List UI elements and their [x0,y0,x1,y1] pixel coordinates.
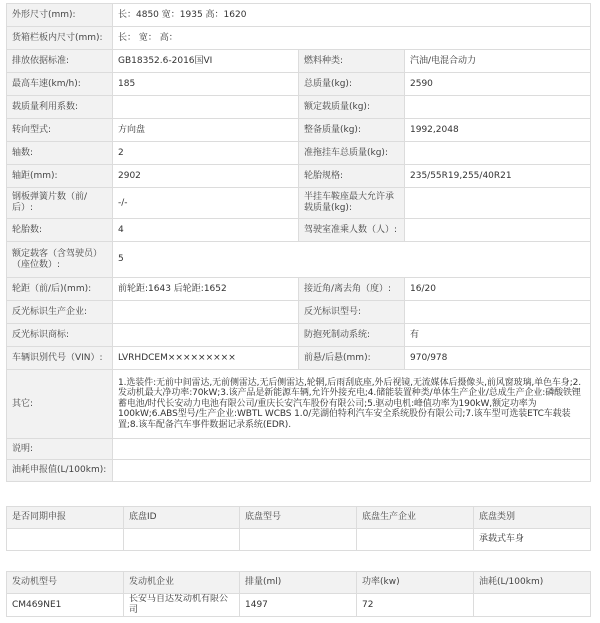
param-label: 接近角/离去角（度）: [299,278,405,301]
param-row [7,73,591,96]
param-value: 2590 [405,73,591,96]
param-label: 总质量(kg): [299,73,405,96]
param-value: 长： 宽： 高： [113,27,591,50]
chassis-cell [357,529,474,551]
param-value: 1992,2048 [405,119,591,142]
param-row [7,96,591,119]
param-value: 2 [113,142,299,165]
param-value: 长：4850 宽：1935 高：1620 [113,4,591,27]
param-row [7,370,591,439]
chassis-header: 底盘生产企业 [357,507,474,529]
engine-cell [474,594,591,617]
param-row [7,119,591,142]
param-row [7,301,591,324]
engine-table [6,571,591,617]
param-value: 235/55R19,255/40R21 [405,165,591,188]
param-row [7,347,591,370]
param-label: 说明: [7,439,113,460]
engine-cell: CM469NE1 [7,594,124,617]
param-label: 前悬/后悬(mm): [299,347,405,370]
param-row [7,50,591,73]
param-label: 反光标识商标: [7,324,113,347]
param-value [405,96,591,119]
engine-header: 发动机企业 [124,572,240,594]
param-label: 额定载质量(kg): [299,96,405,119]
engine-header: 排量(ml) [240,572,357,594]
param-row [7,460,591,482]
param-row [7,439,591,460]
param-label: 轮胎数: [7,219,113,242]
param-value [113,460,591,482]
param-row [7,27,591,50]
param-value: 5 [113,242,591,278]
engine-cell: 1497 [240,594,357,617]
param-label: 外形尺寸(mm): [7,4,113,27]
engine-header: 油耗(L/100km) [474,572,591,594]
param-value: 方向盘 [113,119,299,142]
param-value [113,96,299,119]
param-row [7,4,591,27]
param-row [7,278,591,301]
param-label: 转向型式: [7,119,113,142]
param-label: 轴距(mm): [7,165,113,188]
param-label: 最高车速(km/h): [7,73,113,96]
param-row [7,219,591,242]
param-value: 1.选装件:无前中间雷达,无前侧雷达,无后侧雷达,轮辋,后雨刮底座,外后视镜,无流媒体后摄像头,前风窗玻璃,单色车身;2.发动机最大净功率:70kW;3.该产品是新能源车辆,允许外接充电;4.储能装置种类/单体生产企业/总成生产企业:磷酸铁锂蓄电池/时代长安动力电池有限公司/重庆长安汽车股份有限公司;5.驱动电机:峰值功率为190kW,额定功率为100kW;6.ABS型号/生产企业:WBTL WCBS 1.0/芜湖伯特利汽车安全系统股份有限公司;7.该车型可选装ETC车载装置;8.该车配备汽车事件数据记录系统(EDR). [113,370,591,439]
param-label: 燃料种类: [299,50,405,73]
param-value: 185 [113,73,299,96]
engine-header: 发动机型号 [7,572,124,594]
param-label: 油耗申报值(L/100km): [7,460,113,482]
param-value [113,301,299,324]
param-value: 970/978 [405,347,591,370]
param-value [405,142,591,165]
param-label: 准拖挂车总质量(kg): [299,142,405,165]
chassis-cell [124,529,240,551]
chassis-cell: 承载式车身 [474,529,591,551]
param-row [7,165,591,188]
param-label: 额定载客（含驾驶员）（座位数）: [7,242,113,278]
param-value [113,324,299,347]
param-label: 车辆识别代号（VIN）: [7,347,113,370]
param-value: -/- [113,188,299,219]
param-label: 排放依据标准: [7,50,113,73]
chassis-cell [240,529,357,551]
chassis-header: 底盘型号 [240,507,357,529]
param-value: 有 [405,324,591,347]
param-label: 轮胎规格: [299,165,405,188]
param-label: 反光标识型号: [299,301,405,324]
param-label: 防抱死制动系统: [299,324,405,347]
param-value: 16/20 [405,278,591,301]
chassis-cell [7,529,124,551]
param-row [7,142,591,165]
chassis-header: 底盘类别 [474,507,591,529]
chassis-table [6,506,591,551]
param-value: 前轮距:1643 后轮距:1652 [113,278,299,301]
param-row [7,188,591,219]
param-value: 2902 [113,165,299,188]
param-value: 汽油/电混合动力 [405,50,591,73]
param-value: GB18352.6-2016国VI [113,50,299,73]
param-label: 驾驶室准乘人数（人）: [299,219,405,242]
param-value [405,219,591,242]
param-label: 反光标识生产企业: [7,301,113,324]
param-row [7,242,591,278]
param-value [405,188,591,219]
param-label: 整备质量(kg): [299,119,405,142]
param-row [7,324,591,347]
engine-cell: 长安马自达发动机有限公司 [124,594,240,617]
param-label: 载质量利用系数: [7,96,113,119]
param-value [113,439,591,460]
param-label: 其它: [7,370,113,439]
chassis-header: 底盘ID [124,507,240,529]
param-value: 4 [113,219,299,242]
engine-header: 功率(kw) [357,572,474,594]
param-label: 轴数: [7,142,113,165]
param-label: 钢板弹簧片数（前/后）: [7,188,113,219]
param-label: 轮距（前/后)(mm): [7,278,113,301]
vehicle-params-table [6,3,591,482]
param-label: 半挂车鞍座最大允许承载质量(kg): [299,188,405,219]
param-value: LVRHDCEM××××××××× [113,347,299,370]
param-label: 货箱栏板内尺寸(mm): [7,27,113,50]
chassis-header: 是否同期申报 [7,507,124,529]
param-value [405,301,591,324]
engine-cell: 72 [357,594,474,617]
